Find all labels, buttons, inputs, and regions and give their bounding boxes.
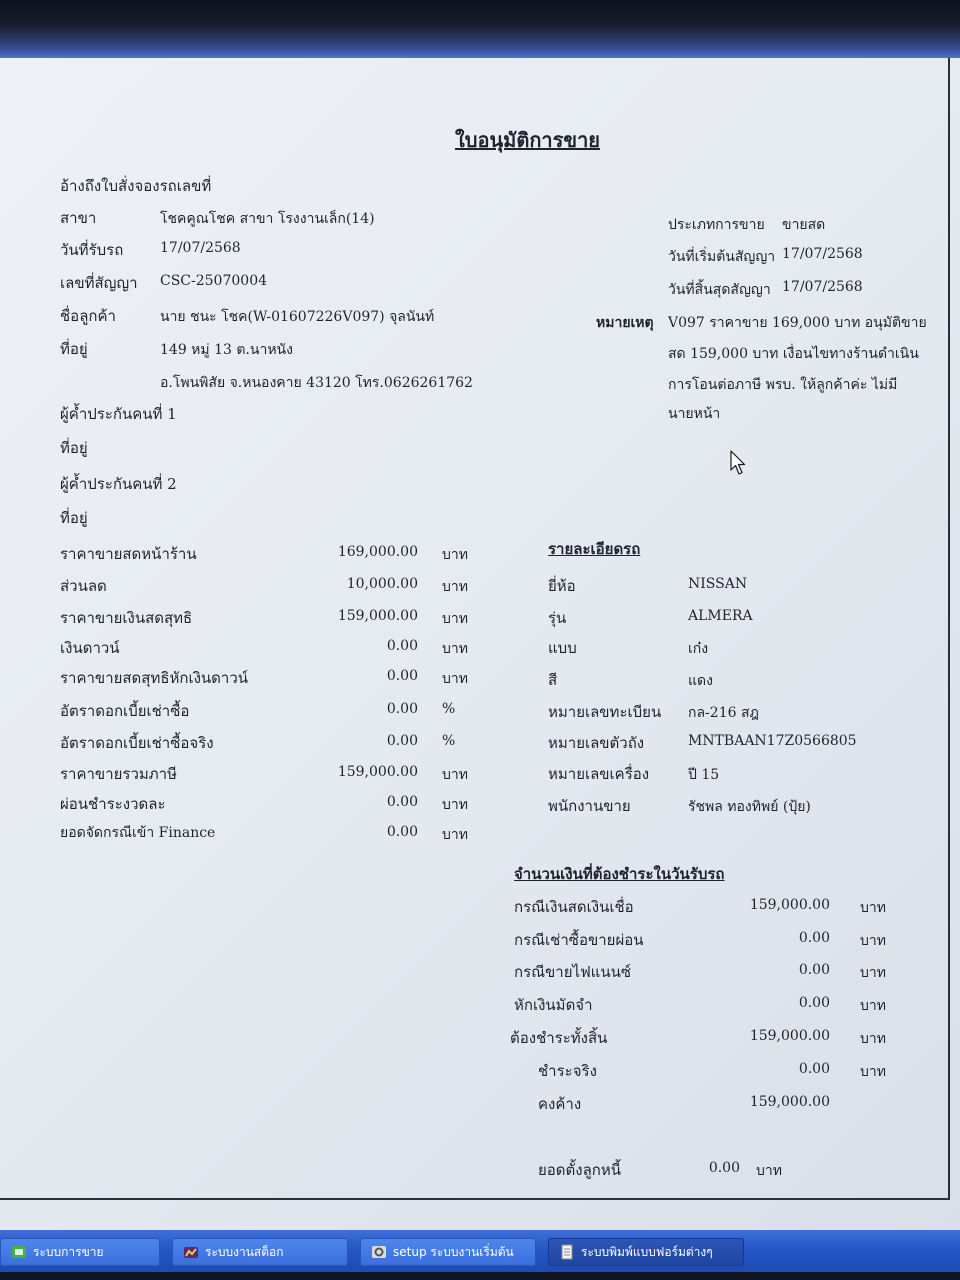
- receive-date-value: 17/07/2568: [160, 240, 241, 256]
- payment-label: กรณีขายไฟแนนซ์: [514, 963, 632, 981]
- pricing-unit: บาท: [442, 767, 468, 783]
- debt-value: 0.00: [708, 1160, 740, 1176]
- taskbar-item-label: ระบบพิมพ์แบบฟอร์มต่างๆ: [581, 1244, 713, 1259]
- document-icon: [559, 1244, 575, 1260]
- contract-start-value: 17/07/2568: [782, 246, 863, 262]
- remark-line: V097 ราคาขาย 169,000 บาท อนุมัติขาย: [668, 315, 927, 331]
- payment-value: 0.00: [798, 930, 830, 946]
- payment-value: 0.00: [798, 962, 830, 978]
- vehicle-label: หมายเลขเครื่อง: [548, 765, 650, 783]
- pricing-value: 0.00: [386, 794, 418, 810]
- vehicle-value: ALMERA: [688, 608, 753, 624]
- pricing-label: ผ่อนชำระงวดละ: [60, 795, 166, 813]
- pricing-unit: %: [442, 701, 456, 717]
- customer-value: นาย ชนะ โชค(W-01607226V097) จุลนันท์: [160, 309, 435, 325]
- guarantor-2-address-label: ที่อยู่: [60, 509, 88, 527]
- payment-label: กรณีเช่าซื้อขายผ่อน: [514, 931, 644, 949]
- remark-label: หมายเหตุ: [596, 315, 654, 331]
- vehicle-value: MNTBAAN17Z0566805: [688, 733, 857, 749]
- payment-unit: บาท: [860, 998, 886, 1014]
- pricing-label: อัตราดอกเบี้ยเช่าซื้อจริง: [60, 734, 214, 752]
- pricing-unit: %: [442, 733, 456, 749]
- stock-icon: [183, 1244, 199, 1260]
- outstanding-label: คงค้าง: [538, 1095, 582, 1113]
- debt-label: ยอดตั้งลูกหนี้: [538, 1161, 622, 1179]
- sale-type-value: ขายสด: [782, 217, 826, 233]
- vehicle-value: แดง: [688, 673, 713, 689]
- setup-icon: [371, 1244, 387, 1260]
- vehicle-label: ยี่ห้อ: [548, 577, 576, 595]
- taskbar-item-label: ระบบการขาย: [33, 1244, 104, 1259]
- pricing-value: 0.00: [386, 824, 418, 840]
- pricing-label: ราคาขายเงินสดสุทธิ: [60, 609, 193, 627]
- vehicle-label: หมายเลขตัวถัง: [548, 734, 645, 752]
- vehicle-details-header: รายละเอียดรถ: [548, 540, 641, 558]
- contract-number-value: CSC-25070004: [160, 273, 268, 289]
- monitor-bezel-top: [0, 0, 960, 58]
- guarantor-1-address-label: ที่อยู่: [60, 439, 88, 457]
- taskbar-item-print-forms[interactable]: [548, 1238, 744, 1266]
- taskbar-item-label: setup ระบบงานเริ่มต้น: [393, 1244, 514, 1259]
- pricing-label: ราคาขายรวมภาษี: [60, 765, 177, 783]
- vehicle-label: แบบ: [548, 639, 577, 657]
- pricing-unit: บาท: [442, 641, 468, 657]
- approval-document: [0, 58, 950, 1200]
- payment-label: หักเงินมัดจำ: [514, 996, 593, 1014]
- remark-line: นายหน้า: [668, 406, 721, 422]
- vehicle-value: กล-216 สฎ: [688, 705, 759, 721]
- payment-label: กรณีเงินสดเงินเชื่อ: [514, 898, 634, 916]
- address-line-1: 149 หมู่ 13 ต.นาหนัง: [160, 342, 293, 358]
- taskbar-item-setup[interactable]: [360, 1238, 536, 1266]
- address-label: ที่อยู่: [60, 340, 88, 358]
- payment-total-value: 159,000.00: [749, 1028, 830, 1044]
- vehicle-label: รุ่น: [548, 609, 567, 627]
- branch-value: โชคคูณโชค สาขา โรงงานเล็ก(14): [160, 211, 375, 227]
- pricing-value: 10,000.00: [346, 576, 418, 592]
- payment-value: 159,000.00: [749, 897, 830, 913]
- pricing-unit: บาท: [442, 611, 468, 627]
- payment-unit: บาท: [860, 1064, 886, 1080]
- customer-label: ชื่อลูกค้า: [60, 307, 116, 325]
- pricing-value: 0.00: [386, 733, 418, 749]
- pricing-label: ส่วนลด: [60, 577, 107, 595]
- pricing-unit: บาท: [442, 671, 468, 687]
- payment-unit: บาท: [860, 965, 886, 981]
- payment-value: 0.00: [798, 995, 830, 1011]
- pricing-label: ราคาขายสดสุทธิหักเงินดาวน์: [60, 669, 249, 687]
- pricing-value: 0.00: [386, 668, 418, 684]
- contract-end-value: 17/07/2568: [782, 279, 863, 295]
- pricing-unit: บาท: [442, 547, 468, 563]
- contract-end-label: วันที่สิ้นสุดสัญญา: [668, 282, 771, 298]
- mouse-pointer-icon: [730, 450, 746, 480]
- branch-label: สาขา: [60, 209, 97, 227]
- payment-unit: บาท: [860, 1031, 886, 1047]
- pricing-label: เงินดาวน์: [60, 639, 120, 657]
- vehicle-value: ปี 15: [688, 767, 720, 783]
- pricing-label: อัตราดอกเบี้ยเช่าซื้อ: [60, 702, 190, 720]
- vehicle-label: สี: [548, 671, 558, 689]
- pricing-value: 0.00: [386, 638, 418, 654]
- payment-unit: บาท: [860, 900, 886, 916]
- payment-label: ชำระจริง: [538, 1062, 597, 1080]
- pricing-value: 159,000.00: [337, 764, 418, 780]
- remark-line: สด 159,000 บาท เงื่อนไขทางร้านดำเนิน: [668, 346, 919, 362]
- monitor-bezel-bottom: [0, 1272, 960, 1280]
- contract-start-label: วันที่เริ่มต้นสัญญา: [668, 249, 776, 265]
- pricing-label: ราคาขายสดหน้าร้าน: [60, 545, 197, 563]
- taskbar-item-sales-system[interactable]: [0, 1238, 160, 1266]
- payment-header: จำนวนเงินที่ต้องชำระในวันรับรถ: [514, 865, 725, 883]
- vehicle-value: เก๋ง: [688, 641, 709, 657]
- pricing-value: 0.00: [386, 701, 418, 717]
- pricing-value: 169,000.00: [337, 544, 418, 560]
- payment-unit: บาท: [860, 933, 886, 949]
- guarantor-2-label: ผู้ค้ำประกันคนที่ 2: [60, 475, 177, 493]
- outstanding-value: 159,000.00: [749, 1094, 830, 1110]
- pricing-unit: บาท: [442, 827, 468, 843]
- pricing-unit: บาท: [442, 797, 468, 813]
- contract-number-label: เลขที่สัญญา: [60, 274, 138, 292]
- reference-label: อ้างถึงใบสั่งจองรถเลขที่: [60, 177, 212, 195]
- remark-line: การโอนต่อภาษี พรบ. ให้ลูกค้าค่ะ ไม่มี: [668, 377, 898, 393]
- guarantor-1-label: ผู้ค้ำประกันคนที่ 1: [60, 405, 177, 423]
- screen: [0, 58, 960, 1230]
- address-line-2: อ.โพนพิสัย จ.หนองคาย 43120 โทร.0626261762: [160, 375, 473, 391]
- pricing-value: 159,000.00: [337, 608, 418, 624]
- pricing-label: ยอดจัดกรณีเข้า Finance: [60, 825, 216, 841]
- pricing-unit: บาท: [442, 579, 468, 595]
- taskbar-item-stock-system[interactable]: [172, 1238, 348, 1266]
- receive-date-label: วันที่รับรถ: [60, 241, 124, 259]
- vehicle-label: หมายเลขทะเบียน: [548, 703, 662, 721]
- vehicle-value: รัชพล ทองทิพย์ (ปุ้ย): [688, 799, 811, 815]
- app-icon: [11, 1244, 27, 1260]
- payment-value: 0.00: [798, 1061, 830, 1077]
- debt-unit: บาท: [756, 1163, 782, 1179]
- taskbar-item-label: ระบบงานสต็อก: [205, 1244, 284, 1259]
- payment-total-label: ต้องชำระทั้งสิ้น: [510, 1029, 608, 1047]
- vehicle-label: พนักงานขาย: [548, 797, 631, 815]
- sale-type-label: ประเภทการขาย: [668, 217, 765, 233]
- vehicle-value: NISSAN: [688, 576, 748, 592]
- document-title: ใบอนุมัติการขาย: [455, 128, 601, 152]
